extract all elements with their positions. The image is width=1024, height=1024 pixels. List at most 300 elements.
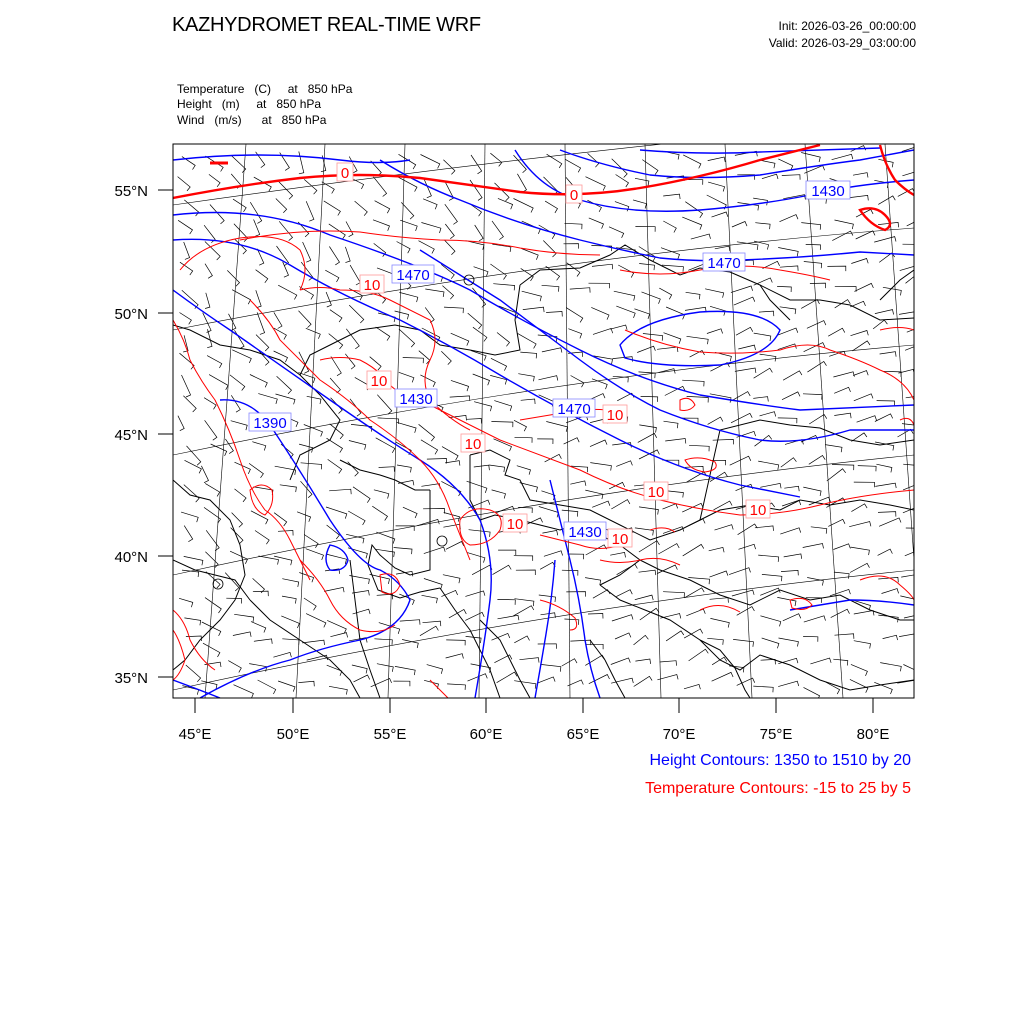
wind-barb	[835, 287, 856, 292]
wind-barb	[635, 178, 649, 186]
wind-barb	[543, 241, 556, 258]
wind-barb	[635, 595, 653, 600]
wind-barb	[378, 418, 399, 424]
wind-barb	[875, 310, 894, 315]
wind-barb	[403, 358, 424, 364]
wind-barb	[394, 548, 412, 555]
wind-barb	[373, 177, 386, 197]
svg-text:10: 10	[506, 516, 524, 533]
wind-barb	[491, 358, 507, 370]
wind-barb	[664, 421, 679, 428]
wind-barb	[544, 177, 558, 195]
wind-barb	[854, 611, 874, 616]
wind-barb	[256, 335, 269, 351]
wind-barb	[420, 375, 435, 387]
wind-barb	[833, 372, 854, 377]
wind-barb	[879, 518, 901, 526]
wind-barb	[442, 447, 458, 461]
wind-barb	[490, 153, 501, 166]
wind-barb	[492, 244, 511, 252]
wind-barb	[255, 531, 269, 545]
wind-barb	[755, 526, 774, 531]
wind-barb	[355, 201, 368, 216]
wind-barb	[280, 485, 297, 492]
wind-barb	[498, 198, 513, 209]
wind-barb	[873, 320, 887, 329]
lat-label: 35°N	[114, 670, 148, 687]
lon-label: 60°E	[469, 726, 503, 743]
wind-barb	[209, 174, 220, 186]
field-temperature-label: Temperature (C) at 850 hPa	[177, 82, 353, 96]
wind-barb	[377, 594, 393, 599]
svg-text:1430: 1430	[568, 524, 602, 541]
wind-barb	[689, 445, 709, 451]
wind-barb	[758, 555, 779, 562]
height-label	[553, 399, 595, 418]
wind-barb	[397, 242, 411, 254]
wind-barb	[732, 222, 747, 228]
wind-barb	[684, 629, 703, 638]
wind-barb	[851, 547, 870, 555]
wind-barb	[376, 532, 395, 544]
wind-barb	[546, 312, 562, 317]
wind-barb	[760, 616, 780, 627]
wind-barb	[498, 615, 519, 620]
wind-barb	[593, 328, 613, 334]
wind-barb	[514, 199, 534, 213]
wind-barb	[835, 634, 854, 639]
lat-labels	[114, 183, 148, 687]
wind-barb	[377, 664, 393, 672]
wind-barb	[754, 278, 773, 285]
height-label	[806, 181, 850, 200]
lon-label: 45°E	[178, 726, 212, 743]
wind-barb	[423, 621, 441, 626]
wind-barb	[782, 392, 800, 400]
wind-barb	[348, 548, 367, 559]
wind-barb	[186, 636, 202, 641]
wind-barb	[493, 284, 514, 291]
wind-barb	[180, 262, 193, 275]
wind-barb	[427, 665, 443, 674]
wind-barb	[784, 554, 802, 559]
wind-barb	[306, 614, 326, 628]
wind-barb	[251, 622, 266, 633]
wind-barb	[713, 439, 734, 444]
wind-barb	[330, 633, 347, 638]
wind-barb	[683, 155, 701, 169]
wind-barb	[707, 638, 723, 645]
wind-barb	[571, 376, 584, 388]
wind-barb	[252, 442, 265, 451]
wind-barb	[810, 658, 831, 664]
wind-barb	[205, 420, 217, 440]
wind-barb	[803, 636, 818, 641]
wind-barb	[729, 568, 750, 575]
wind-barb	[397, 465, 411, 472]
wind-barb	[903, 665, 919, 677]
wind-barb	[807, 362, 826, 373]
wind-barb	[586, 545, 607, 555]
svg-text:10: 10	[647, 484, 665, 501]
wind-barb	[178, 177, 191, 191]
wind-barb	[184, 485, 199, 503]
wind-barb	[614, 291, 635, 301]
wind-barb	[784, 486, 799, 491]
wind-barb	[850, 679, 868, 692]
wind-barb	[427, 459, 447, 464]
wind-barb	[278, 285, 297, 299]
wind-barb	[778, 418, 797, 423]
wind-barb	[494, 401, 511, 411]
wind-barb	[658, 544, 679, 554]
wind-barb	[205, 662, 222, 667]
wind-barb	[282, 579, 298, 587]
wind-barb	[205, 598, 221, 613]
wind-barb	[657, 347, 678, 352]
wind-barb	[854, 283, 873, 291]
wind-barb	[737, 678, 755, 685]
wind-barb	[348, 462, 359, 477]
wind-barb	[274, 312, 282, 328]
wind-barb	[612, 615, 633, 621]
wind-barb	[521, 399, 535, 404]
wind-barb	[616, 461, 632, 467]
wind-barb	[514, 636, 529, 643]
temperature-label	[461, 434, 485, 453]
wind-barb	[207, 356, 222, 368]
wind-barb	[637, 346, 655, 352]
wind-barb	[858, 466, 876, 472]
wind-barb	[518, 374, 534, 382]
wind-barb	[589, 283, 610, 288]
wind-barb	[639, 264, 654, 271]
wind-barb	[566, 308, 583, 323]
wind-barb	[738, 345, 755, 350]
wind-barb	[469, 530, 491, 537]
wind-barb	[523, 307, 544, 312]
wind-barb	[564, 438, 580, 444]
wind-barb	[444, 240, 455, 255]
temperature-label	[566, 185, 582, 204]
wind-barb	[425, 289, 444, 297]
wind-barb	[307, 396, 321, 404]
wind-barb	[850, 563, 870, 572]
wind-barb	[518, 333, 537, 348]
wind-barb	[782, 175, 800, 180]
wind-barb	[663, 194, 680, 199]
wind-barb	[297, 512, 311, 522]
wind-barb	[423, 509, 444, 514]
wind-barb	[780, 307, 796, 314]
wind-barb	[592, 501, 610, 507]
wind-barb	[346, 222, 353, 237]
wind-barb	[613, 376, 629, 382]
valid-time: Valid: 2026-03-29_03:00:00	[768, 36, 916, 50]
wind-barb	[472, 565, 492, 575]
wind-barb	[228, 661, 241, 673]
wind-barb	[882, 589, 899, 594]
wind-barb	[737, 242, 758, 250]
height-label	[703, 253, 745, 272]
wind-barb	[181, 512, 198, 522]
wind-barb	[515, 437, 533, 443]
wind-barb	[709, 547, 724, 552]
lon-label: 50°E	[276, 726, 310, 743]
wind-barb	[904, 615, 920, 620]
wind-barb	[850, 195, 869, 200]
wind-barb	[585, 578, 601, 586]
wind-barb	[520, 658, 540, 663]
wind-barb	[907, 219, 923, 226]
wind-barb	[306, 328, 321, 339]
wind-barb	[539, 595, 556, 602]
wind-barb	[539, 507, 559, 518]
wind-barb	[780, 215, 799, 222]
wind-barb	[779, 638, 799, 647]
wind-barb	[851, 331, 869, 336]
wind-barb	[899, 633, 919, 638]
wind-barb	[299, 352, 309, 374]
wind-barb	[256, 290, 261, 308]
wind-barb	[538, 677, 555, 683]
wind-barb	[522, 291, 542, 301]
wind-barb	[783, 371, 802, 380]
lon-labels	[179, 726, 890, 743]
wind-barb	[734, 297, 755, 305]
lon-label: 70°E	[662, 726, 696, 743]
wind-barb	[857, 416, 877, 423]
wind-barb	[348, 511, 365, 525]
height-label	[249, 413, 291, 432]
wind-barb	[835, 220, 854, 229]
temperature-label	[644, 482, 668, 501]
wind-barb	[351, 424, 372, 431]
wind-barb	[517, 174, 526, 193]
wind-barb	[633, 200, 647, 209]
wind-barb	[443, 160, 455, 175]
wind-barb	[710, 618, 729, 627]
station-marker	[213, 579, 223, 589]
svg-text:1390: 1390	[253, 415, 287, 432]
wind-barb	[183, 396, 196, 412]
wind-barb	[828, 328, 845, 336]
wind-barb	[254, 220, 260, 237]
wind-barb	[738, 524, 758, 535]
field-wind-label: Wind (m/s) at 850 hPa	[177, 113, 327, 127]
wind-barb	[903, 484, 920, 490]
wind-barb	[377, 395, 392, 415]
wind-barb	[514, 556, 533, 561]
lat-ticks	[158, 190, 173, 677]
wind-barb	[374, 490, 389, 499]
wind-barb	[231, 395, 240, 412]
wind-barb	[833, 544, 850, 550]
wind-barb	[562, 510, 578, 516]
wind-barb	[253, 578, 265, 593]
wind-barb	[683, 544, 704, 556]
wind-barb	[901, 574, 921, 579]
wind-barb	[827, 469, 846, 481]
wind-barb	[544, 551, 563, 557]
wind-barb	[642, 292, 661, 304]
wind-barb	[906, 270, 926, 283]
wind-barb	[254, 639, 272, 644]
wind-barb	[635, 227, 655, 232]
wind-barb	[642, 160, 658, 175]
wind-barb	[880, 352, 897, 357]
wind-barb	[611, 658, 631, 665]
wind-barb	[446, 640, 465, 646]
map-title: KAZHYDROMET REAL-TIME WRF	[172, 14, 481, 36]
wind-barb	[301, 463, 322, 470]
wind-barb	[634, 635, 649, 645]
wind-barb	[545, 201, 557, 213]
svg-text:10: 10	[749, 502, 767, 519]
wind-barb	[616, 590, 632, 597]
height-label	[392, 265, 434, 284]
wind-barb	[299, 444, 313, 453]
wind-barb	[375, 201, 390, 214]
wind-barb	[345, 354, 355, 369]
wind-barb	[878, 196, 895, 205]
wind-barb	[419, 351, 430, 364]
wind-barb	[393, 681, 410, 686]
svg-text:0: 0	[569, 187, 579, 204]
wind-barb	[616, 306, 635, 318]
wind-barb	[853, 173, 868, 178]
wind-barb	[474, 267, 488, 277]
height-label	[564, 522, 606, 541]
wind-barb	[739, 544, 756, 549]
svg-text:0: 0	[340, 165, 350, 182]
wind-barb	[761, 659, 776, 664]
wind-barb	[878, 549, 893, 555]
wind-barb	[516, 570, 535, 575]
wind-barb	[803, 487, 821, 496]
wind-barb	[570, 288, 590, 293]
wind-barb	[514, 681, 536, 689]
wind-barb	[470, 180, 482, 200]
wind-barb	[834, 387, 850, 393]
wind-barb	[395, 666, 415, 675]
wind-barb	[201, 466, 208, 483]
wind-barb	[712, 212, 728, 217]
wind-barb	[445, 224, 454, 239]
wind-barb	[663, 592, 684, 598]
height-label	[395, 389, 437, 408]
wind-barb	[231, 421, 248, 430]
wind-barb	[660, 661, 677, 666]
wind-barb	[447, 684, 465, 690]
wind-barb	[590, 463, 611, 471]
wind-barb	[182, 570, 199, 577]
wind-barb	[760, 412, 776, 417]
wind-barb	[325, 270, 339, 282]
wind-barb	[298, 681, 314, 686]
wind-barb	[489, 465, 505, 472]
svg-text:10: 10	[611, 531, 629, 548]
wind-barb	[542, 348, 562, 353]
wind-barb	[441, 351, 451, 364]
wind-barb	[250, 375, 267, 388]
wind-barb	[276, 394, 296, 404]
wind-barb	[350, 399, 361, 416]
init-time: Init: 2026-03-26_00:00:00	[778, 19, 916, 33]
wind-barb	[907, 327, 923, 333]
wind-barb	[474, 402, 492, 412]
wind-barb	[327, 620, 346, 633]
svg-text:10: 10	[464, 436, 482, 453]
wind-barb	[664, 333, 681, 344]
wind-barb	[282, 639, 299, 645]
wind-barb	[256, 270, 268, 283]
lat-label: 50°N	[114, 306, 148, 323]
wind-barb	[546, 422, 567, 432]
wind-barb	[497, 333, 510, 347]
wind-barb	[475, 225, 484, 241]
wind-barb	[762, 574, 782, 581]
wind-barb	[445, 461, 460, 466]
wind-barb	[234, 614, 254, 622]
lat-label: 55°N	[114, 183, 148, 200]
wind-barb	[810, 283, 826, 288]
wind-barb	[687, 336, 709, 344]
wind-barb	[643, 334, 663, 341]
wind-barb	[419, 424, 435, 441]
wind-barb	[235, 489, 247, 502]
svg-text:1430: 1430	[399, 391, 433, 408]
wind-barb	[686, 292, 700, 299]
wind-barb	[327, 665, 342, 676]
wind-barb	[540, 562, 555, 569]
wind-barb	[399, 329, 415, 347]
wind-barb	[906, 528, 921, 533]
wind-barb	[542, 285, 559, 291]
wind-barb	[232, 350, 251, 363]
wind-barb	[804, 262, 822, 269]
wind-barb	[589, 218, 604, 229]
wind-barb	[662, 265, 684, 272]
wind-barb	[467, 419, 482, 424]
wind-barb	[397, 422, 416, 433]
wind-barb	[491, 422, 513, 428]
wind-barb	[854, 482, 875, 487]
wind-barb	[179, 598, 193, 607]
wind-barb	[324, 587, 344, 592]
wind-barb	[781, 570, 798, 575]
wind-barb	[301, 481, 313, 498]
wind-barb	[182, 375, 191, 397]
wind-barb	[349, 305, 364, 323]
wind-barb	[473, 327, 487, 341]
wind-barb	[777, 328, 798, 335]
boundaries	[173, 245, 914, 698]
height-contour-labels	[249, 181, 850, 541]
wind-barb	[379, 467, 395, 472]
wind-barb	[353, 609, 371, 614]
wind-barb	[374, 243, 386, 256]
wind-barb	[446, 542, 464, 550]
wind-barb	[444, 307, 463, 313]
wind-barb	[570, 481, 586, 486]
wind-barb	[639, 570, 656, 575]
wind-barb	[686, 609, 705, 616]
wind-barb	[354, 675, 370, 682]
wind-barb	[249, 463, 263, 477]
wind-barb	[399, 372, 414, 382]
wind-barb	[807, 321, 826, 329]
